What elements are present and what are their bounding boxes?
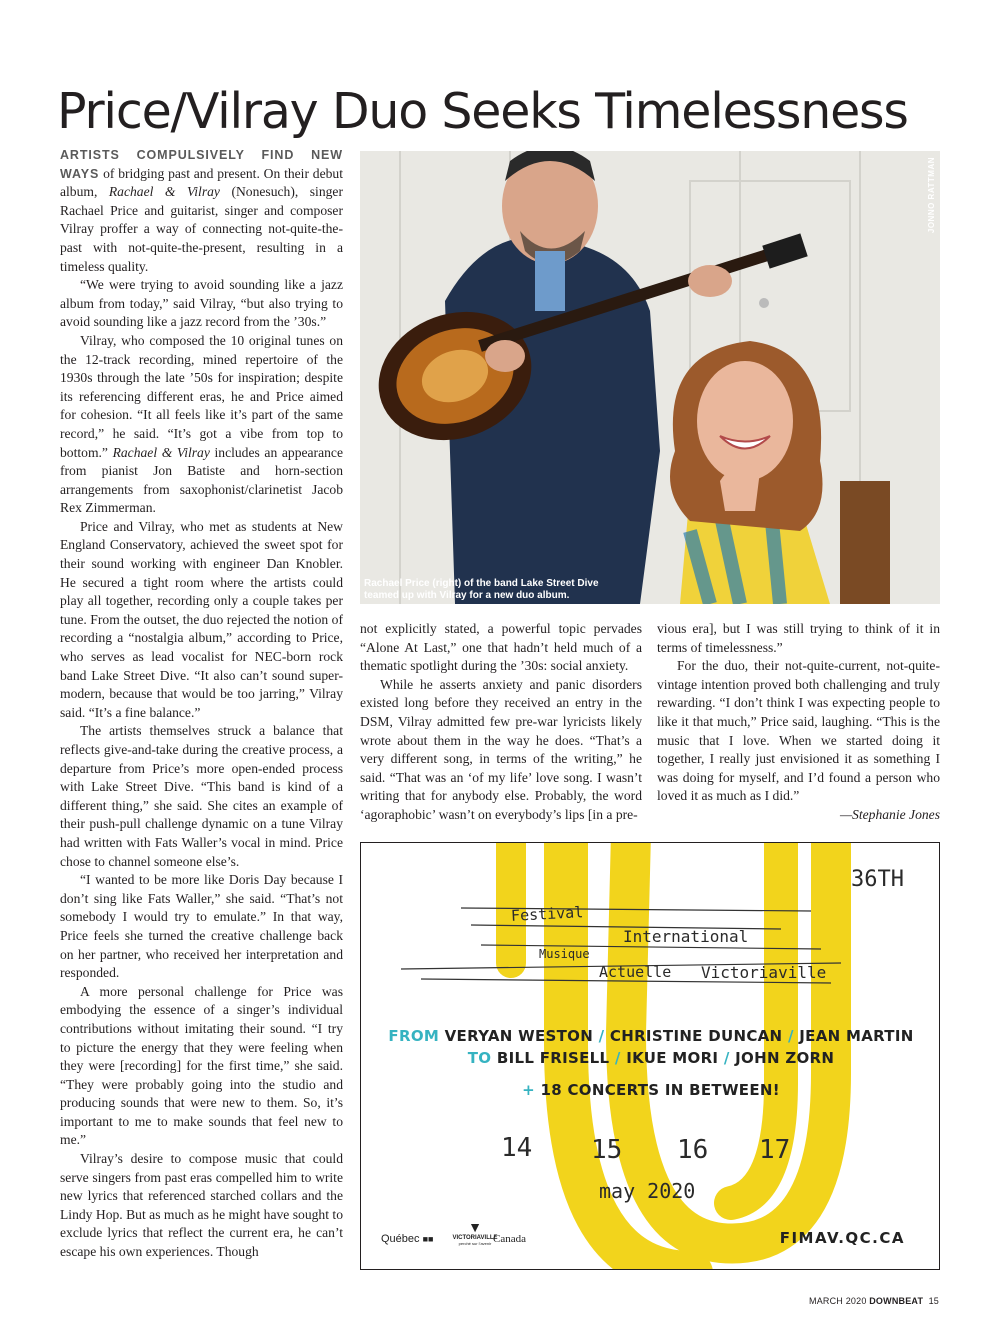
quebec-logo: Québec ■■ [381,1233,434,1245]
text: (Nonesuch), singer Rachael Price and guitarist, singer and composer Vilray proffer a way of connecting not-quite-the-past with not-quite-the-present, resulting in a timeless quality. [60,184,343,274]
page-footer [809,1296,939,1306]
day-17: 17 [759,1135,791,1165]
concert-count [361,1081,940,1099]
to-label: TO [467,1049,492,1067]
artist-name: IKUE MORI [626,1049,719,1067]
page-number: 15 [928,1296,939,1306]
album-title: Rachael & Vilray [108,184,220,200]
byline: —Stephanie Jones [839,806,940,822]
paragraph: “We were trying to avoid sounding like a jazz album from today,” said Vilray, “but also trying to avoid sounding like a jazz record from the ’30s.” [60,277,343,330]
paragraph [60,146,343,276]
separator: / [723,1049,730,1067]
text: of bridging past and present. On their debut album, [60,165,343,200]
separator: / [598,1027,605,1045]
article-column-1 [60,146,343,1262]
separator: / [787,1027,794,1045]
paragraph: For the duo, their not-quite-current, not-quite-vintage intention proved both challenging and truly rewarding. “I don’t think I was expecting people to like it that much,” Price said, laughing. “This is the music that I love. When we started doing it together, I really just envisioned it as something I was doing for myself, and I’d found a person who loved it as much as I did.” [657,658,940,804]
day-16: 16 [677,1135,709,1165]
photo [360,151,940,604]
actuelle-word: Actuelle [599,963,672,981]
paragraph: While he asserts anxiety and panic disorders existed long before they received an entry in the DSM, Vilray admitted few pre-war lyricists likely wrote about them in the way he does. “That’s a very different song, in terms of the writing,” he said. “That was an ‘of my life’ love song. I wasn’t writing that for anybody else. Probably, the word ‘agoraphobic’ wasn’t on everybody’s lips [in a pre- [360,676,642,822]
victoriaville-logo: ▼ VICTORIAVILLE perché sur l’avenir [452,1219,498,1246]
paragraph: Price and Vilray, who met as students at New England Conservatory, achieved the sweet spot for their sound working with engineer Dan Knobler. He secured a tight room where the artists could play all together, recording only a couple takes per tune. From the outset, the duo rejected the notion of recording a “nostalgia album,” according to Price, who serves as lead vocalist for NEC-born rock band Lake Street Dive. “It also can’t sound super-modern, because that would be too jarring,” Vilray said. “It’s a fine balance.” [60,518,343,720]
musique-word: Musique [539,947,590,961]
paragraph: not explicitly stated, a powerful topic pervades “Alone At Last,” one that hadn’t held much of a thematic spotlight during the ’30s: social anxiety. [360,621,642,674]
album-title: Rachael & Vilray [112,444,210,460]
article-column-2 [360,620,642,825]
artist-name: CHRISTINE DUNCAN [609,1027,783,1045]
artist-name: VERYAN WESTON [444,1027,594,1045]
victoriaville-word: Victoriaville [701,963,827,982]
lineup-from [361,1027,940,1045]
international-word: International [623,927,749,946]
festival-url[interactable]: FIMAV.QC.CA [779,1229,905,1247]
canada-logo: Canada [493,1233,526,1245]
paragraph: Vilray’s desire to compose music that could serve singers from past eras compelled him to write new lyrics that referenced starched collars and the Lindy Hop. But as much as he might have sought to exclude lyrics that reflect the current era, he can’t escape his own experiences. Though [60,1151,343,1260]
magazine-name: DOWNBEAT [869,1296,924,1306]
month-year: may 2020 [599,1179,696,1203]
paragraph: The artists themselves struck a balance that reflects give-and-take during the creative process, a departure from Price’s more open-ended process with Lake Street Dive. “This band is kind of a different thing,” she said. She cites an example of their push-pull challenge dynamic on a tune Vilray had written with Fats Waller’s vocal in mind. Price chose to channel someone else’s. [60,723,343,869]
day-14: 14 [501,1133,533,1163]
concerts-text: 18 CONCERTS IN BETWEEN! [540,1081,780,1099]
paragraph [60,332,343,518]
lead-in: ARTISTS COMPULSIVELY FIND NEW WAYS [60,148,343,181]
artist-name: JOHN ZORN [735,1049,835,1067]
separator: / [614,1049,621,1067]
headline: Price/Vilray Duo Seeks Timelessness [57,83,908,140]
paragraph: “I wanted to be more like Doris Day because I don’t sing like Fats Waller,” she said. “That’s not somebody I would try to emulate.” In that way, Price feels she turned the creative challenge back on her partner, who received her interpretation and responded. [60,872,343,981]
from-label: FROM [388,1027,440,1045]
photo-image [360,151,940,604]
plus-sign: + [522,1081,535,1099]
festival-advertisement [360,842,940,1270]
paragraph: vious era], but I was still trying to think of it in terms of timelessness.” [657,621,940,655]
issue-date: MARCH 2020 [809,1296,867,1306]
artist-name: BILL FRISELL [496,1049,610,1067]
photo-credit: JONNO RATTMAN [927,157,936,234]
photo-caption: Rachael Price (right) of the band Lake Street Dive teamed up with Vilray for a new duo album. [364,578,599,601]
festival-word: Festival [510,903,584,925]
lineup-to [361,1049,940,1067]
day-15: 15 [591,1135,623,1165]
text: Vilray, who composed the 10 original tunes on the 12-track recording, mined repertoire of the 1930s through the late ’50s for inspiration; despite its referencing different eras, he and Price aimed for cohesion. “It all feels like it’s part of the same record,” he said. “It’s got a vibe from top to bottom.” [60,332,343,460]
text: includes an appearance from pianist Jon Batiste and horn-section arrangements from saxophonist/clarinetist Jacob Rex Zimmerman. [60,444,343,516]
paragraph: A more personal challenge for Price was embodying the essence of a singer’s individual contributions without imitating their sound. “I try to picture the energy that they were feeling when they were [recording] for the first time,” she said. “They were probably going into the studio and producing sounds that were new to them. So, it’s important to me to make sounds that feel new to me.” [60,983,343,1148]
artist-name: JEAN MARTIN [799,1027,914,1045]
article-column-3 [657,620,940,825]
edition-number: 36TH [851,867,904,892]
